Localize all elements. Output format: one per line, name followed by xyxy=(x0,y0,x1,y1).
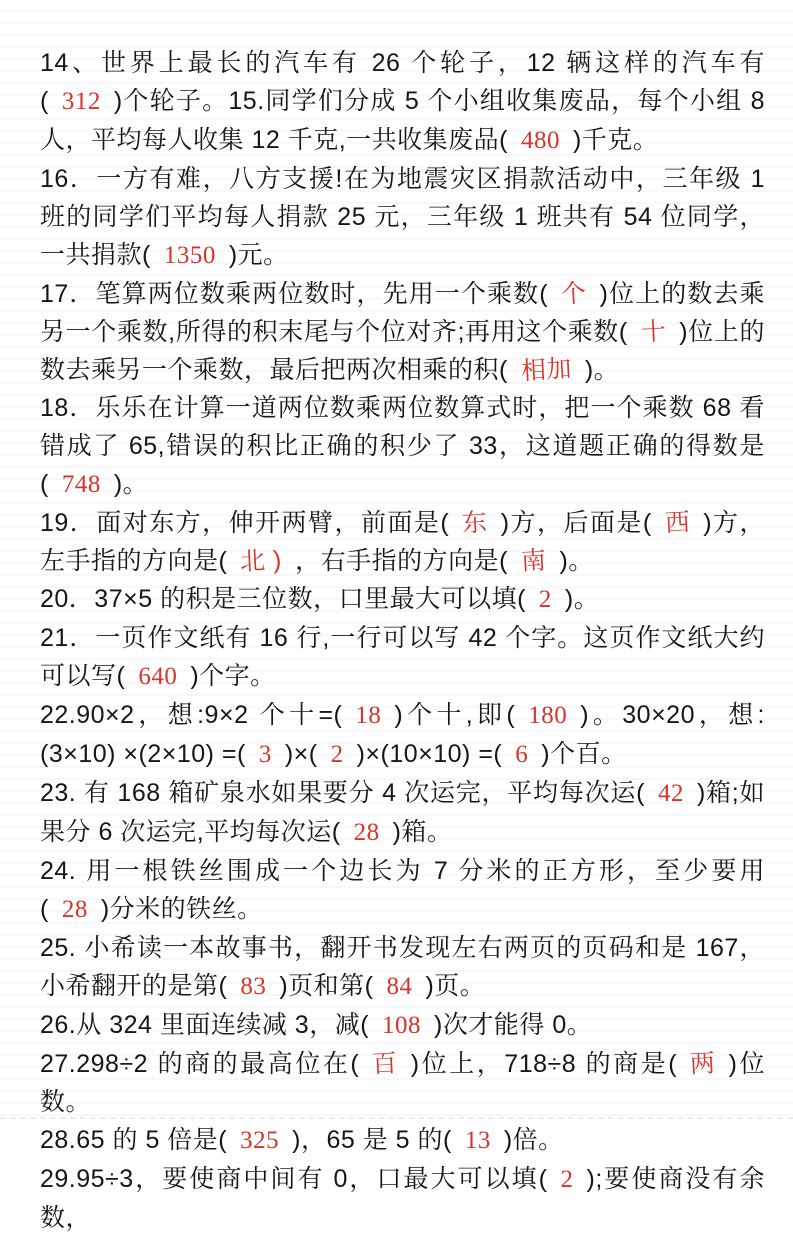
answer-text: 南 xyxy=(520,546,548,576)
question-text: )个字。 xyxy=(190,662,276,690)
answer-text: 个 xyxy=(560,279,588,309)
answer-text: 十 xyxy=(640,317,667,347)
answer-text: 2 xyxy=(538,586,552,613)
question xyxy=(40,160,773,275)
question xyxy=(40,1045,765,1121)
question-text: );要使商没有余数， xyxy=(40,1165,765,1232)
question xyxy=(40,696,765,774)
question-text: )倍。 xyxy=(503,1126,564,1154)
answer-text: 84 xyxy=(386,973,413,1000)
question-text: )。30×20，想:(3×10) ×(2×10) =( xyxy=(40,701,765,768)
answer-text: 28 xyxy=(353,819,380,846)
question-text: 18．乐乐在计算一道两位数乘两位数算式时，把一个乘数 68 看错成了 65,错误的积比正确的积少了 33，这道题正确的得数是( xyxy=(40,394,765,498)
question-text: )×( xyxy=(284,740,318,768)
question-text: )位上，718÷8 的商是( xyxy=(410,1050,678,1078)
question xyxy=(40,774,765,852)
question-text: 22.90×2，想:9×2 个十=( xyxy=(40,701,343,729)
question-text: )方，后面是( xyxy=(500,509,652,537)
question-text: 21．一页作文纸有 16 行,一行可以写 42 个字。这页作文纸大约可以写( xyxy=(40,624,765,690)
question xyxy=(40,389,765,504)
question-text: )箱。 xyxy=(392,818,453,846)
answer-text: 748 xyxy=(61,471,101,498)
answer-text: 2 xyxy=(560,1166,574,1193)
question-text: 23. 有 168 箱矿泉水如果要分 4 次运完，平均每次运( xyxy=(40,779,645,807)
question-text: )位数。 xyxy=(40,1050,765,1116)
answer-text: 180 xyxy=(528,702,568,729)
question xyxy=(40,504,765,580)
question-text: 27.298÷2 的商的最高位在( xyxy=(40,1050,360,1078)
question xyxy=(40,1006,765,1045)
answer-text: 东 xyxy=(461,508,489,538)
question-text: )。 xyxy=(564,585,600,613)
question-text: )位上的数去乘另一个乘数，最后把两次相乘的积( xyxy=(40,318,765,384)
question-text: 24. 用一根铁丝围成一个边长为 7 分米的正方形，至少要用( xyxy=(40,857,765,923)
question-text: )页。 xyxy=(425,972,486,1000)
question xyxy=(40,275,765,389)
question-text: )千克。 xyxy=(572,126,659,154)
answer-text: 6 xyxy=(515,741,529,768)
question xyxy=(40,1160,765,1237)
answer-text: 83 xyxy=(240,973,267,1000)
question-text: 20．37×5 的积是三位数，口里最大可以填( xyxy=(40,585,526,613)
question-text: )个百。 xyxy=(541,740,627,768)
question-text: )页和第( xyxy=(279,972,374,1000)
answer-text: 相加 xyxy=(520,354,573,386)
question-text: )。 xyxy=(113,470,149,498)
question-text: )。 xyxy=(559,547,594,575)
answer-text: 2 xyxy=(330,741,344,768)
question-text: ，右手指的方向是( xyxy=(295,547,508,575)
question xyxy=(40,44,773,160)
answer-text: 480 xyxy=(520,127,560,154)
answer-text: 18 xyxy=(355,702,382,729)
question-text: 17．笔算两位数乘两位数时，先用一个乘数( xyxy=(40,280,549,308)
question-text: )位上的数去乘另一个乘数,所得的积末尾与个位对齐;再用这个乘数( xyxy=(40,280,765,346)
question-text: )箱;如果分 6 次运完,平均每次运( xyxy=(40,779,765,846)
question-text: )×(10×10) =( xyxy=(356,740,503,768)
answer-text: 13 xyxy=(464,1127,491,1154)
question-text: 28.65 的 5 倍是( xyxy=(40,1126,228,1154)
question-text: )个十,即( xyxy=(394,701,516,729)
answer-text: 3 xyxy=(258,741,272,768)
question-text: )次才能得 0。 xyxy=(434,1011,593,1039)
question-text: 14、世界上最长的汽车有 26 个轮子，12 辆这样的汽车有( xyxy=(40,49,765,115)
question xyxy=(40,1121,765,1160)
question-text: )元。 xyxy=(228,241,289,269)
answer-text: 北 ) xyxy=(239,545,283,577)
answer-text: 108 xyxy=(382,1012,422,1039)
answer-text: 1350 xyxy=(163,242,216,269)
answer-text: 西 xyxy=(664,508,691,538)
question-text: 25. 小希读一本故事书，翻开书发现左右两页的页码和是 167，小希翻开的是第( xyxy=(40,934,765,1000)
answer-text: 百 xyxy=(371,1049,399,1079)
answer-text: 640 xyxy=(138,663,178,690)
answer-text: 312 xyxy=(61,88,101,115)
question-text: )个轮子。15.同学们分成 5 个小组收集废品，每个小组 8 人，平均每人收集 12 千克,一共收集废品( xyxy=(40,87,773,154)
question-text: )方，左手指的方向是( xyxy=(40,509,766,575)
answer-text: 28 xyxy=(61,896,88,923)
question-text: 16．一方有难，八方支援!在为地震灾区捐款活动中，三年级 1 班的同学们平均每人捐款 25 元，三年级 1 班共有 54 位同学，一共捐款( xyxy=(40,165,773,269)
question xyxy=(40,580,765,619)
question-text: )分米的铁丝。 xyxy=(100,895,263,923)
question-text: 26.从 324 里面连续减 3，减( xyxy=(40,1011,370,1039)
answer-text: 42 xyxy=(657,780,684,807)
page-bottom-edge-divider xyxy=(0,1117,793,1119)
answer-text: 325 xyxy=(240,1127,280,1154)
question xyxy=(40,619,765,696)
question-text: 19．面对东方，伸开两臂，前面是( xyxy=(40,509,450,537)
question xyxy=(40,852,765,929)
question xyxy=(40,929,765,1006)
question-text: )，65 是 5 的( xyxy=(292,1126,452,1154)
question-text: )。 xyxy=(584,356,620,384)
answer-text: 两 xyxy=(689,1049,717,1079)
question-text: 29.95÷3，要使商中间有 0，口最大可以填( xyxy=(40,1165,548,1193)
